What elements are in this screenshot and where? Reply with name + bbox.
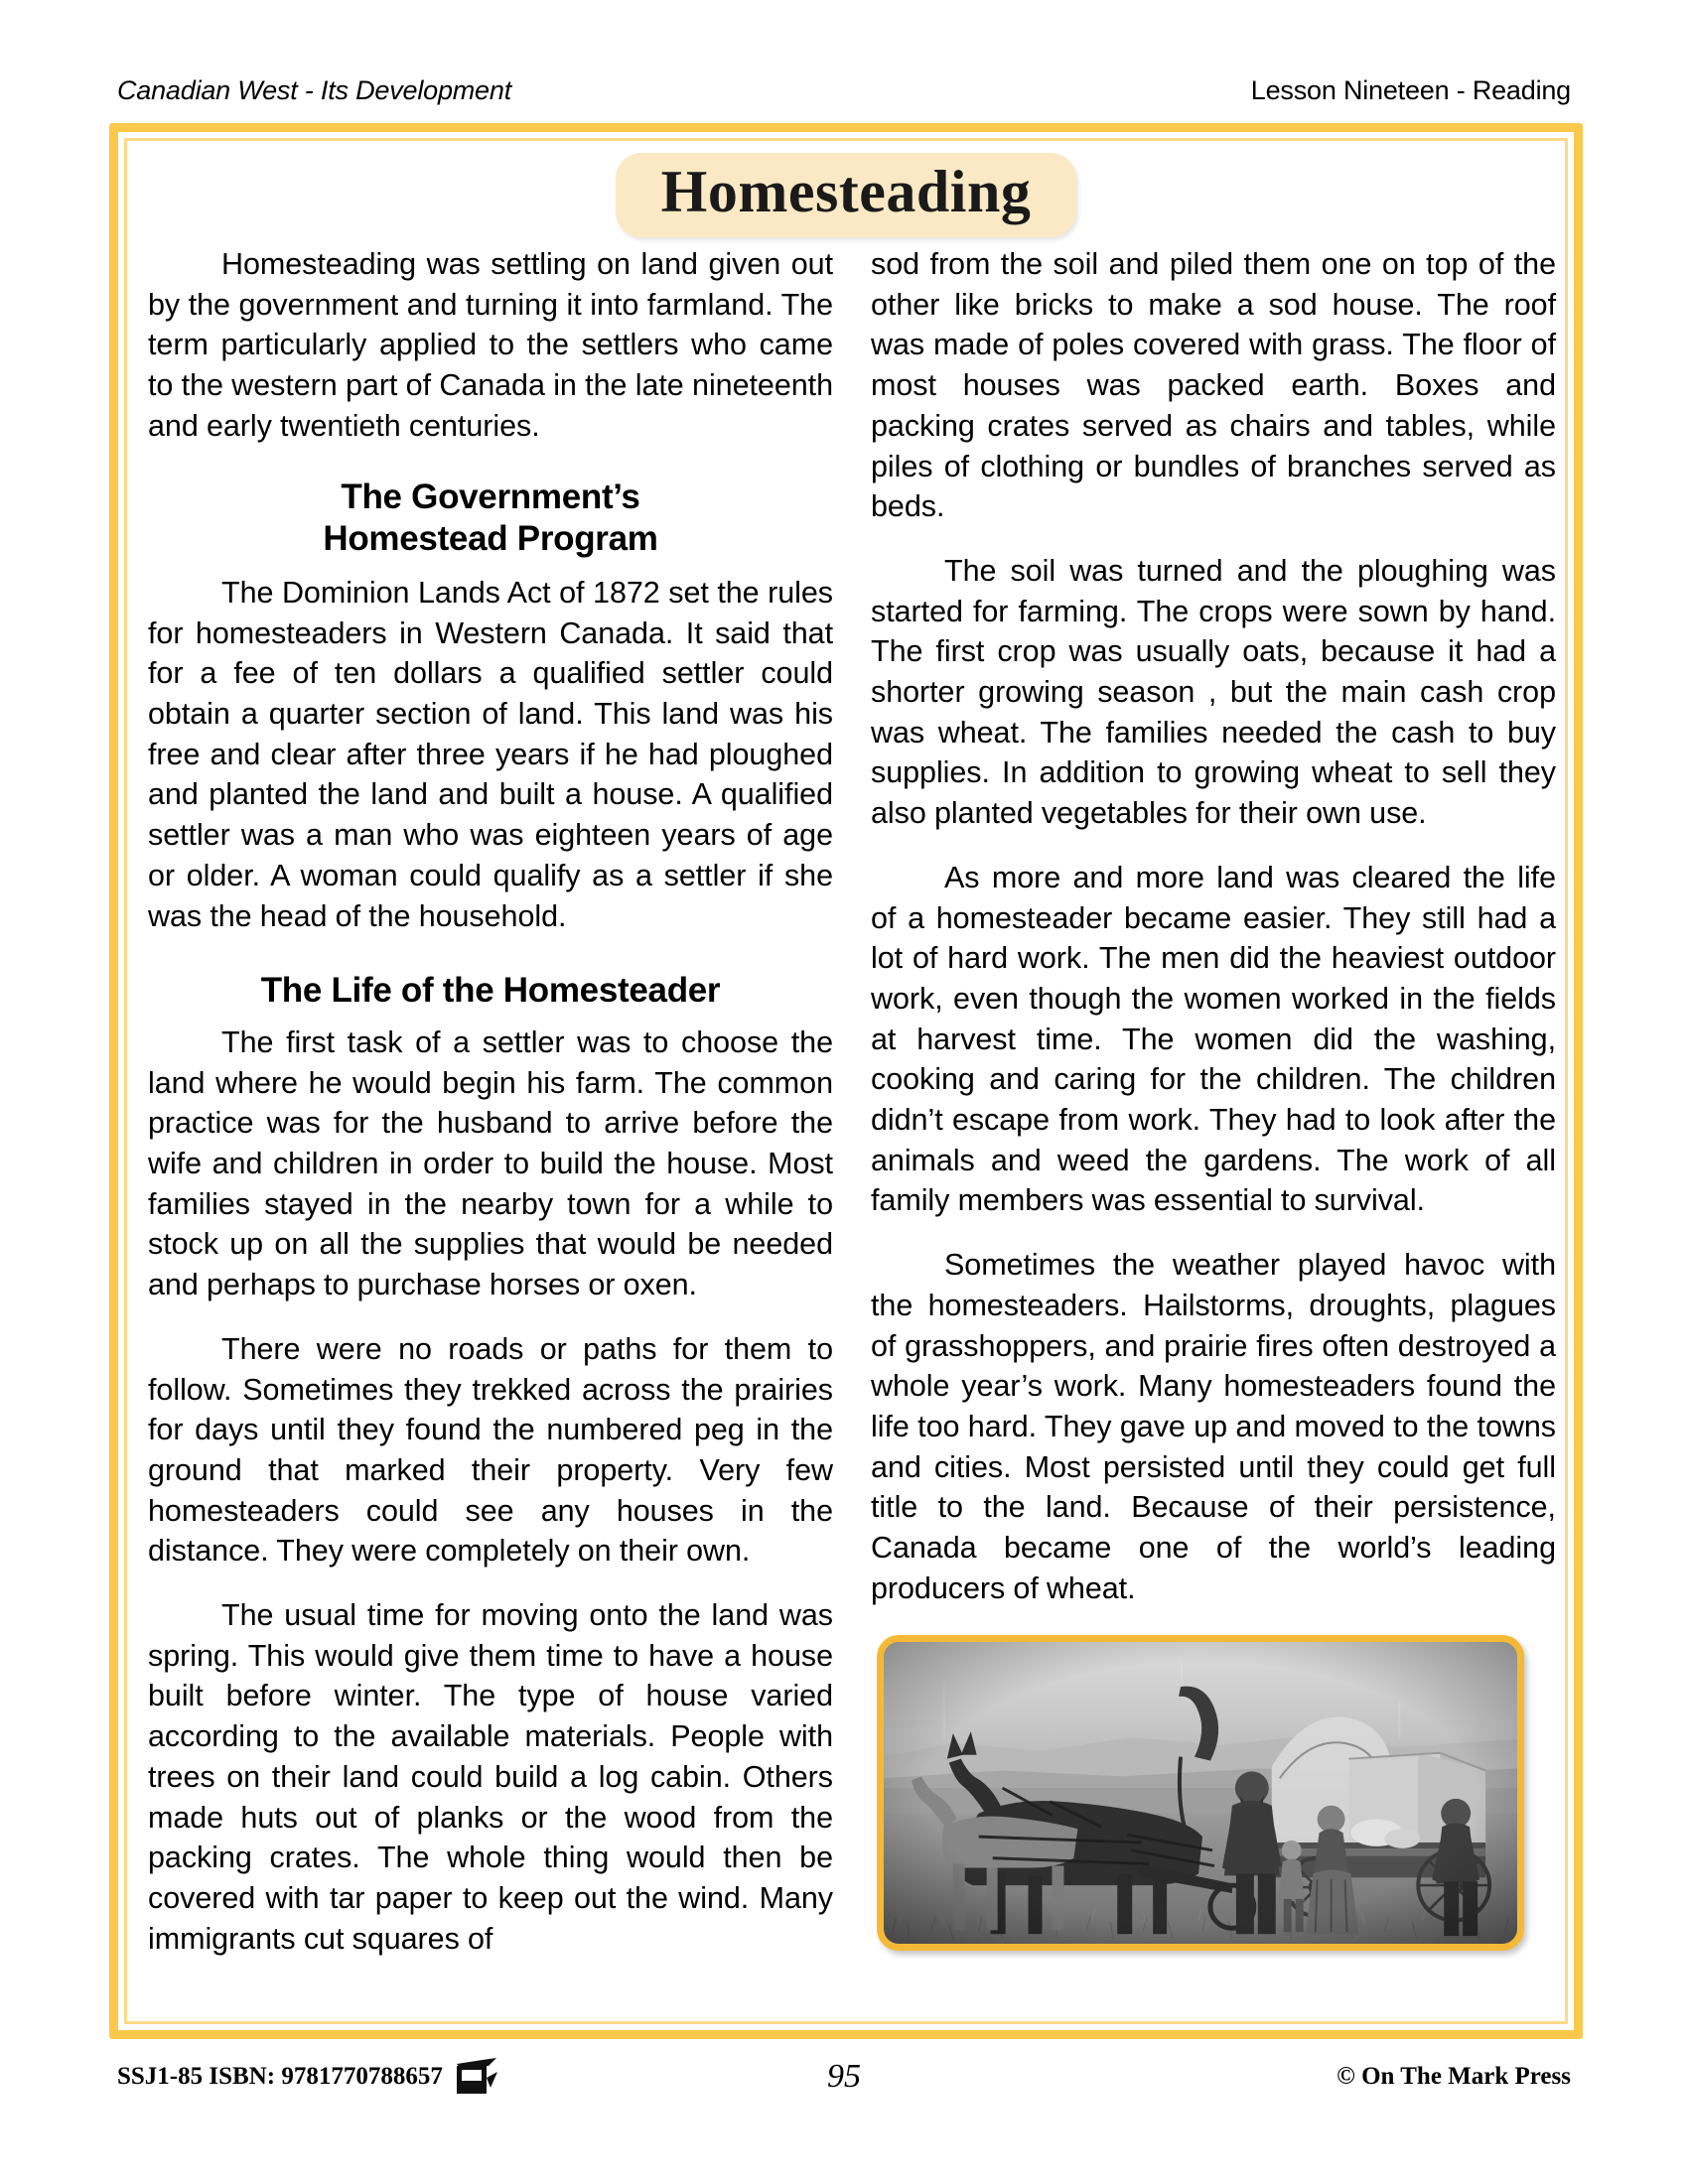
paragraph-dominion-lands-act: The Dominion Lands Act of 1872 set the rules for homesteaders in Western Canada. It said that for a fee of ten dollars a qualified settler could obtain a quarter section of land. This land was his free and clear after three years if he had ploughed and planted the land and built a house. A qualified settler was a man who was eighteen years of age or older. A woman could qualify as a settler if she was the head of the household. [148, 575, 833, 933]
paragraph-moving-onto-land: The usual time for moving onto the land was spring. This would give them time to have a house built before winter. The type of house varied according to the available materials. People with trees on their land could build a log cabin. Others made huts out of planks or the wood from the packing crates. The whole thing would then be covered with tar paper to keep out the wind. Many immigrants cut squares of [148, 1598, 833, 1956]
page-border-inner [124, 138, 1568, 2024]
heading-government-homestead-program [148, 477, 833, 561]
running-head-left: Canadian West - Its Development [117, 75, 511, 105]
page-footer [117, 2057, 1571, 2097]
running-head-right: Lesson Nineteen - Reading [1250, 75, 1571, 105]
heading-life-of-the-homesteader: The Life of the Homesteader [260, 971, 721, 1011]
heading-line-1: The Government’s [341, 477, 640, 516]
paragraph-no-roads: There were no roads or paths for them to follow. Sometimes they trekked across the prairies for days until they found the numbered peg in the ground that marked their property. Very few homesteaders could see any houses in the distance. They were completely on their own. [148, 1331, 833, 1569]
page-number: 95 [827, 2058, 861, 2095]
left-column [148, 244, 833, 2013]
paragraph-ploughing-crops: The soil was turned and the ploughing was started for farming. The crops were sown by hand. The first crop was usually oats, because it had a shorter growing season , but the main cash crop was wheat. The families needed the cash to buy supplies. In addition to growing wheat to sell they also planted vegetables for their own use. [871, 553, 1556, 831]
paragraph-weather-havoc: Sometimes the weather played havoc with the homesteaders. Hailstorms, droughts, plagues of grasshoppers, and prairie fires often destroyed a whole year’s work. Many homesteaders found the life too hard. They gave up and moved to the towns and cities. Most persisted until they could get full title to the land. Because of their persistence, Canada became one of the world’s leading producers of wheat. [871, 1248, 1556, 1605]
page-title: Homesteading [616, 153, 1077, 237]
right-column [871, 244, 1556, 2013]
heading-line-2: Homestead Program [323, 519, 658, 559]
footer-copyright: © On The Mark Press [1336, 2063, 1571, 2090]
running-head [117, 75, 1571, 109]
paragraph-sod-house: sod from the soil and piled them one on top of the other like bricks to make a sod house. The roof was made of poles covered with grass. The floor of most houses was packed earth. Boxes and packing crates served as chairs and tables, while piles of clothing or bundles of branches served as beds. [871, 247, 1556, 524]
page-border-frame [109, 123, 1583, 2039]
paragraph-intro: Homesteading was settling on land given out by the government and turning it into farmland. The term particularly applied to the settlers who came to the western part of Canada in the late nineteenth and early twentieth centuries. [148, 247, 833, 443]
homestead-photo [884, 1642, 1517, 1944]
footer-code: SSJ1-85 ISBN: 9781770788657 [117, 2063, 443, 2090]
homestead-photo-frame [877, 1635, 1524, 1951]
page-title-container [127, 153, 1565, 237]
article-columns [148, 244, 1556, 2013]
paragraph-first-task: The first task of a settler was to choose the land where he would begin his farm. The common practice was for the husband to arrive before the wife and children in order to build the house. Most families stayed in the nearby town for a while to stock up on all the supplies that would be needed and perhaps to purchase horses or oxen. [148, 1024, 833, 1302]
paragraph-land-cleared: As more and more land was cleared the life of a homesteader became easier. They still had a lot of hard work. The men did the heaviest outdoor work, even though the women worked in the fields at harvest time. The women did the washing, cooking and caring for the children. The children didn’t escape from work. They had to look after the animals and weed the gardens. The work of all family members was essential to survival. [871, 860, 1556, 1218]
